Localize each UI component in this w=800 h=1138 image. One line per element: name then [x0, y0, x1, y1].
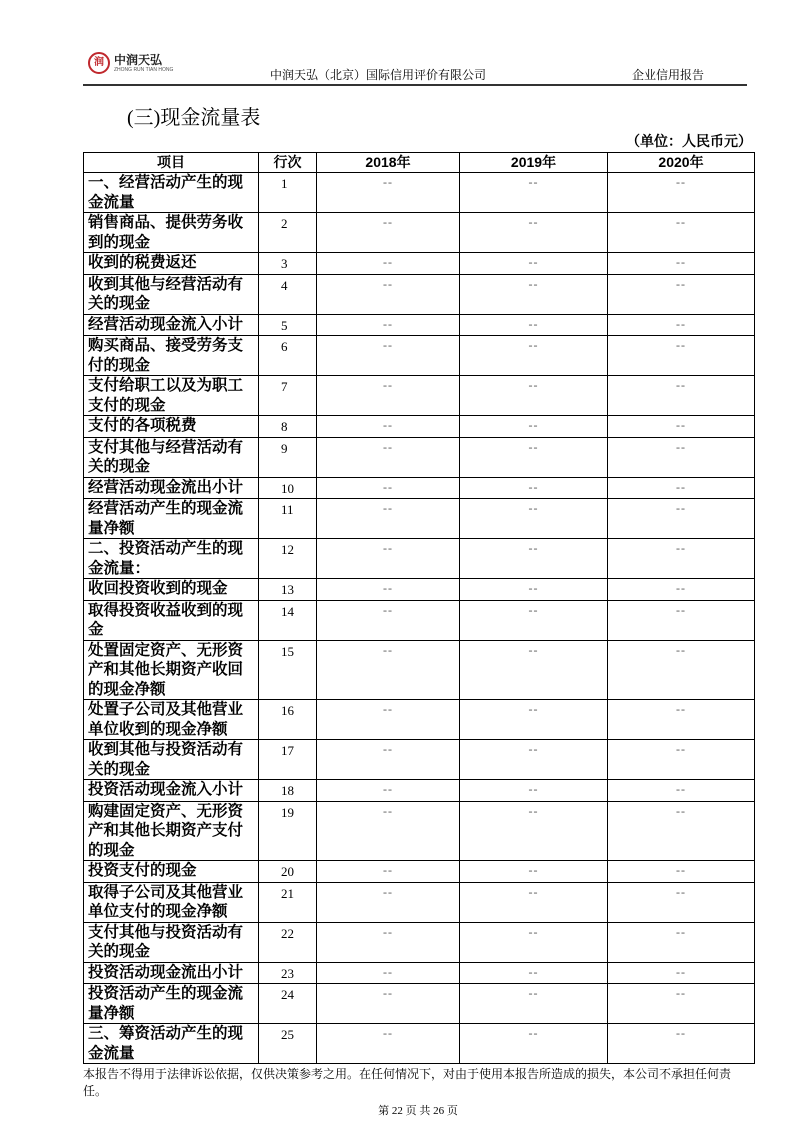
table-row	[84, 882, 755, 922]
row-item: 投资活动现金流入小计	[84, 780, 259, 802]
row-value: --	[460, 579, 608, 601]
row-item: 支付的各项税费	[84, 416, 259, 438]
row-number: 1	[259, 173, 317, 213]
row-value: --	[608, 640, 755, 700]
table-row	[84, 539, 755, 579]
disclaimer: 本报告不得用于法律诉讼依据，仅供决策参考之用。在任何情况下，对由于使用本报告所造成的损失，本公司不承担任何责任。	[83, 1067, 732, 1098]
row-value: --	[317, 700, 460, 740]
cash-flow-table	[83, 152, 755, 1064]
column-header: 2019年	[460, 153, 608, 173]
row-value: --	[608, 253, 755, 275]
row-value: --	[317, 253, 460, 275]
row-item: 二、投资活动产生的现金流量：	[84, 539, 259, 579]
row-value: --	[608, 579, 755, 601]
row-value: --	[608, 861, 755, 883]
row-value: --	[317, 416, 460, 438]
row-value: --	[460, 376, 608, 416]
row-item: 处置子公司及其他营业单位收到的现金净额	[84, 700, 259, 740]
row-number: 3	[259, 253, 317, 275]
row-value: --	[317, 336, 460, 376]
row-item: 经营活动现金流出小计	[84, 477, 259, 499]
table-row	[84, 640, 755, 700]
row-value: --	[460, 336, 608, 376]
row-value: --	[317, 274, 460, 314]
row-value: --	[460, 962, 608, 984]
row-value: --	[460, 984, 608, 1024]
row-value: --	[460, 740, 608, 780]
row-item: 投资活动现金流出小计	[84, 962, 259, 984]
row-number: 22	[259, 922, 317, 962]
row-value: --	[608, 539, 755, 579]
page-number: 第 22 页 共 26 页	[378, 1105, 458, 1117]
row-item: 支付其他与经营活动有关的现金	[84, 437, 259, 477]
table-row	[84, 922, 755, 962]
table-row	[84, 499, 755, 539]
row-number: 15	[259, 640, 317, 700]
row-value: --	[460, 437, 608, 477]
table-row	[84, 416, 755, 438]
table-row	[84, 801, 755, 861]
row-item: 收到的税费返还	[84, 253, 259, 275]
row-value: --	[608, 600, 755, 640]
row-value: --	[317, 579, 460, 601]
row-value: --	[460, 801, 608, 861]
row-value: --	[460, 173, 608, 213]
table-row	[84, 336, 755, 376]
row-value: --	[317, 962, 460, 984]
row-number: 11	[259, 499, 317, 539]
row-number: 4	[259, 274, 317, 314]
table-row	[84, 314, 755, 336]
table-row	[84, 376, 755, 416]
section-title: (三)现金流量表	[127, 107, 261, 129]
logo-en: ZHONG RUN TIAN HONG	[114, 66, 174, 73]
logo-name: 中润天弘	[114, 52, 163, 67]
row-value: --	[460, 640, 608, 700]
row-value: --	[317, 984, 460, 1024]
row-number: 8	[259, 416, 317, 438]
row-value: --	[460, 416, 608, 438]
row-number: 12	[259, 539, 317, 579]
company-name: 中润天弘（北京）国际信用评价有限公司	[270, 68, 487, 82]
table-row	[84, 253, 755, 275]
row-value: --	[317, 213, 460, 253]
row-item: 取得子公司及其他营业单位支付的现金净额	[84, 882, 259, 922]
row-value: --	[460, 600, 608, 640]
row-number: 5	[259, 314, 317, 336]
row-value: --	[317, 376, 460, 416]
row-value: --	[608, 477, 755, 499]
row-value: --	[608, 336, 755, 376]
row-value: --	[608, 962, 755, 984]
row-value: --	[317, 477, 460, 499]
row-value: --	[317, 740, 460, 780]
row-value: --	[317, 600, 460, 640]
row-number: 6	[259, 336, 317, 376]
column-header: 行次	[259, 153, 317, 173]
table-row	[84, 1024, 755, 1064]
row-item: 支付其他与投资活动有关的现金	[84, 922, 259, 962]
row-item: 支付给职工以及为职工支付的现金	[84, 376, 259, 416]
row-item: 经营活动产生的现金流量净额	[84, 499, 259, 539]
row-item: 一、经营活动产生的现金流量	[84, 173, 259, 213]
row-value: --	[608, 984, 755, 1024]
row-item: 投资活动产生的现金流量净额	[84, 984, 259, 1024]
row-number: 17	[259, 740, 317, 780]
row-item: 经营活动现金流入小计	[84, 314, 259, 336]
row-value: --	[608, 801, 755, 861]
row-number: 18	[259, 780, 317, 802]
row-number: 23	[259, 962, 317, 984]
row-value: --	[608, 314, 755, 336]
table-row	[84, 700, 755, 740]
row-value: --	[460, 539, 608, 579]
header-divider	[83, 84, 747, 86]
row-number: 21	[259, 882, 317, 922]
row-value: --	[460, 213, 608, 253]
row-value: --	[608, 376, 755, 416]
row-number: 2	[259, 213, 317, 253]
row-value: --	[608, 499, 755, 539]
row-value: --	[317, 640, 460, 700]
row-item: 购建固定资产、无形资产和其他长期资产支付的现金	[84, 801, 259, 861]
row-value: --	[460, 253, 608, 275]
row-value: --	[317, 314, 460, 336]
column-header: 2018年	[317, 153, 460, 173]
row-value: --	[608, 274, 755, 314]
row-value: --	[317, 499, 460, 539]
row-item: 收到其他与投资活动有关的现金	[84, 740, 259, 780]
table-row	[84, 274, 755, 314]
row-value: --	[608, 437, 755, 477]
row-value: --	[608, 213, 755, 253]
table-row	[84, 579, 755, 601]
row-item: 收回投资收到的现金	[84, 579, 259, 601]
row-value: --	[608, 700, 755, 740]
row-item: 收到其他与经营活动有关的现金	[84, 274, 259, 314]
table-row	[84, 984, 755, 1024]
row-number: 20	[259, 861, 317, 883]
page-header	[0, 0, 800, 88]
row-value: --	[317, 882, 460, 922]
table-row	[84, 437, 755, 477]
table-row	[84, 600, 755, 640]
row-value: --	[317, 861, 460, 883]
row-item: 处置固定资产、无形资产和其他长期资产收回的现金净额	[84, 640, 259, 700]
table-row	[84, 477, 755, 499]
row-value: --	[608, 1024, 755, 1064]
row-value: --	[460, 499, 608, 539]
header-row	[84, 153, 755, 173]
table-row	[84, 962, 755, 984]
row-value: --	[460, 882, 608, 922]
row-value: --	[317, 173, 460, 213]
row-item: 取得投资收益收到的现金	[84, 600, 259, 640]
row-number: 13	[259, 579, 317, 601]
row-item: 三、筹资活动产生的现金流量	[84, 1024, 259, 1064]
row-value: --	[608, 173, 755, 213]
table-row	[84, 173, 755, 213]
row-value: --	[317, 1024, 460, 1064]
row-value: --	[460, 477, 608, 499]
row-number: 25	[259, 1024, 317, 1064]
table-row	[84, 740, 755, 780]
row-value: --	[460, 274, 608, 314]
row-value: --	[460, 1024, 608, 1064]
row-item: 购买商品、接受劳务支付的现金	[84, 336, 259, 376]
page-content	[0, 88, 800, 1138]
row-item: 销售商品、提供劳务收到的现金	[84, 213, 259, 253]
column-header: 项目	[84, 153, 259, 173]
row-number: 10	[259, 477, 317, 499]
row-value: --	[317, 539, 460, 579]
row-value: --	[460, 314, 608, 336]
row-item: 投资支付的现金	[84, 861, 259, 883]
row-value: --	[317, 780, 460, 802]
row-value: --	[317, 801, 460, 861]
table-row	[84, 213, 755, 253]
row-number: 14	[259, 600, 317, 640]
table-row	[84, 861, 755, 883]
row-value: --	[460, 780, 608, 802]
row-value: --	[317, 922, 460, 962]
row-value: --	[460, 922, 608, 962]
row-value: --	[317, 437, 460, 477]
seal-icon: 润	[88, 52, 110, 74]
row-value: --	[460, 700, 608, 740]
row-value: --	[608, 922, 755, 962]
report-title: 企业信用报告	[632, 68, 705, 82]
row-value: --	[608, 416, 755, 438]
company-logo	[88, 52, 173, 74]
table-row	[84, 780, 755, 802]
row-number: 16	[259, 700, 317, 740]
row-number: 7	[259, 376, 317, 416]
row-number: 24	[259, 984, 317, 1024]
column-header: 2020年	[608, 153, 755, 173]
row-value: --	[608, 882, 755, 922]
row-value: --	[460, 861, 608, 883]
row-number: 19	[259, 801, 317, 861]
row-number: 9	[259, 437, 317, 477]
unit-label: （单位：人民币元）	[626, 133, 752, 149]
row-value: --	[608, 780, 755, 802]
row-value: --	[608, 740, 755, 780]
